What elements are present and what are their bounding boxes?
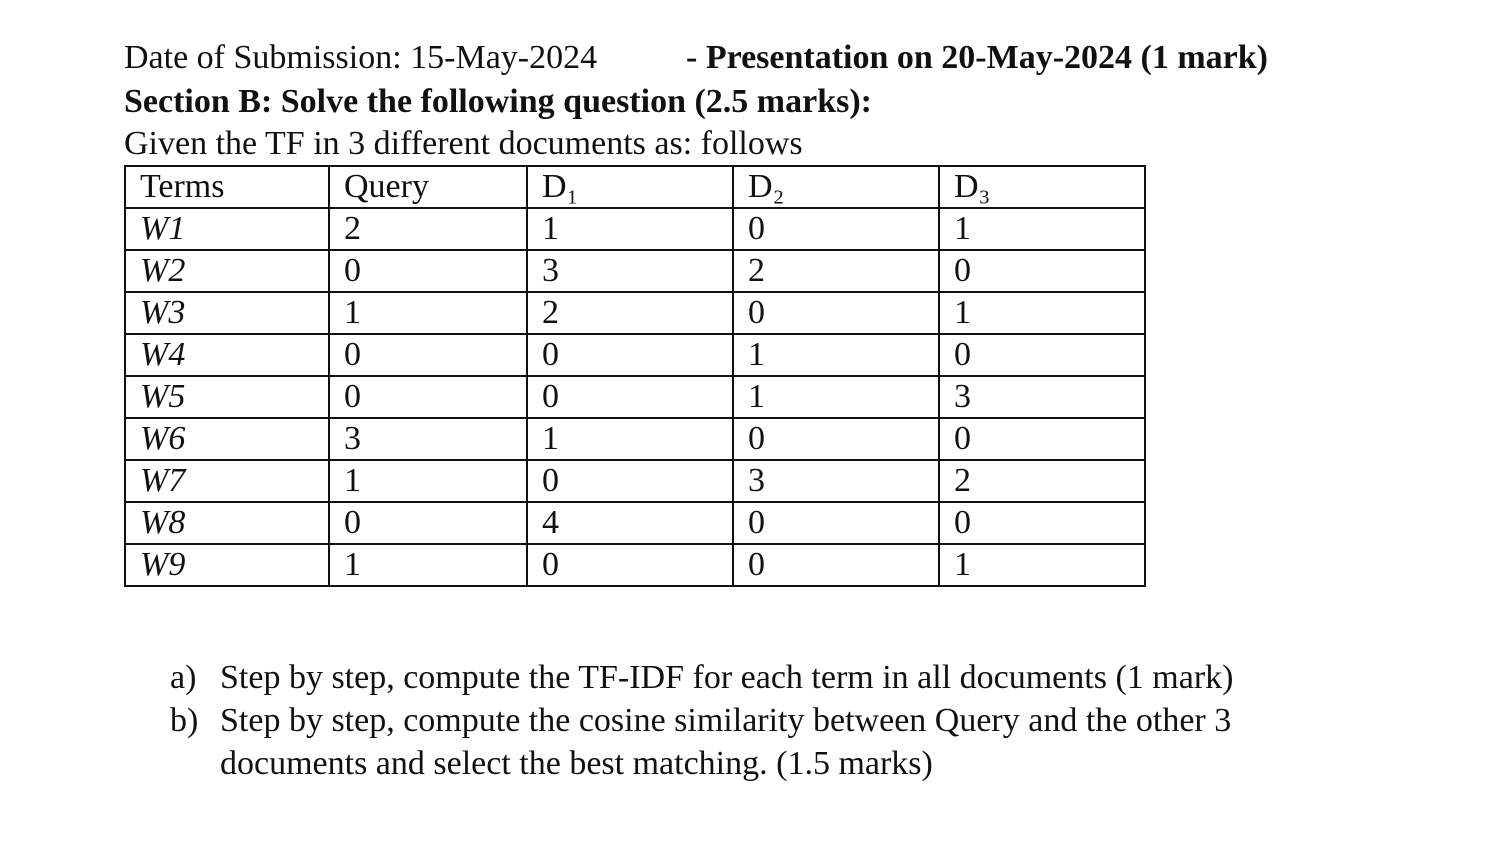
section-title: Section B: Solve the following question (2.5 marks): xyxy=(124,83,872,120)
d3-cell: 3 xyxy=(939,376,1145,418)
d3-cell: 1 xyxy=(939,208,1145,250)
term-cell: W6 xyxy=(125,418,329,460)
column-header-d1: D₁ xyxy=(527,166,733,208)
table-row xyxy=(125,460,1145,502)
d2-cell: 2 xyxy=(733,250,939,292)
query-cell: 0 xyxy=(329,250,527,292)
question-text: Step by step, compute the cosine similarity between Query and the other 3 documents and select the best matching. (1.5 marks) xyxy=(220,702,1232,782)
table-row xyxy=(125,418,1145,460)
question-a xyxy=(170,656,1370,699)
term-cell: W7 xyxy=(125,460,329,502)
d2-cell: 3 xyxy=(733,460,939,502)
query-cell: 1 xyxy=(329,292,527,334)
d3-cell: 1 xyxy=(939,544,1145,586)
term-cell: W2 xyxy=(125,250,329,292)
term-cell: W3 xyxy=(125,292,329,334)
table-row xyxy=(125,250,1145,292)
question-b xyxy=(170,699,1370,785)
d2-cell: 1 xyxy=(733,376,939,418)
d3-cell: 2 xyxy=(939,460,1145,502)
table-row xyxy=(125,208,1145,250)
table-row xyxy=(125,502,1145,544)
column-header-query: Query xyxy=(329,166,527,208)
question-label: a) xyxy=(170,659,197,696)
query-cell: 0 xyxy=(329,334,527,376)
table-row xyxy=(125,376,1145,418)
query-cell: 3 xyxy=(329,418,527,460)
query-cell: 0 xyxy=(329,502,527,544)
d1-cell: 4 xyxy=(527,502,733,544)
d3-cell: 0 xyxy=(939,334,1145,376)
d2-cell: 0 xyxy=(733,544,939,586)
table-row xyxy=(125,544,1145,586)
term-cell: W5 xyxy=(125,376,329,418)
d2-cell: 0 xyxy=(733,502,939,544)
table-row xyxy=(125,334,1145,376)
term-cell: W9 xyxy=(125,544,329,586)
term-cell: W1 xyxy=(125,208,329,250)
term-cell: W8 xyxy=(125,502,329,544)
question-label: b) xyxy=(170,702,199,739)
d2-cell: 0 xyxy=(733,292,939,334)
question-text: Step by step, compute the TF-IDF for each term in all documents (1 mark) xyxy=(220,659,1234,696)
date-of-submission: Date of Submission: 15-May-2024 xyxy=(124,39,598,76)
d3-cell: 0 xyxy=(939,250,1145,292)
d1-cell: 3 xyxy=(527,250,733,292)
column-header-terms: Terms xyxy=(125,166,329,208)
d2-cell: 0 xyxy=(733,418,939,460)
query-cell: 1 xyxy=(329,544,527,586)
tf-table xyxy=(124,165,1146,587)
questions-list xyxy=(170,656,1370,785)
d3-cell: 0 xyxy=(939,418,1145,460)
table-body xyxy=(125,208,1145,586)
submission-line xyxy=(124,38,1269,78)
d2-cell: 0 xyxy=(733,208,939,250)
query-cell: 1 xyxy=(329,460,527,502)
d1-cell: 1 xyxy=(527,418,733,460)
table-row xyxy=(125,292,1145,334)
d1-cell: 0 xyxy=(527,544,733,586)
d1-cell: 0 xyxy=(527,376,733,418)
d1-cell: 0 xyxy=(527,334,733,376)
d1-cell: 0 xyxy=(527,460,733,502)
d3-cell: 0 xyxy=(939,502,1145,544)
d1-cell: 2 xyxy=(527,292,733,334)
query-cell: 2 xyxy=(329,208,527,250)
term-cell: W4 xyxy=(125,334,329,376)
intro-text: Given the TF in 3 different documents as: follows xyxy=(124,125,803,162)
column-header-d2: D₂ xyxy=(733,166,939,208)
table-header-row xyxy=(125,166,1145,208)
column-header-d3: D₃ xyxy=(939,166,1145,208)
query-cell: 0 xyxy=(329,376,527,418)
d1-cell: 1 xyxy=(527,208,733,250)
presentation-date: - Presentation on 20-May-2024 (1 mark) xyxy=(686,39,1269,76)
d3-cell: 1 xyxy=(939,292,1145,334)
d2-cell: 1 xyxy=(733,334,939,376)
